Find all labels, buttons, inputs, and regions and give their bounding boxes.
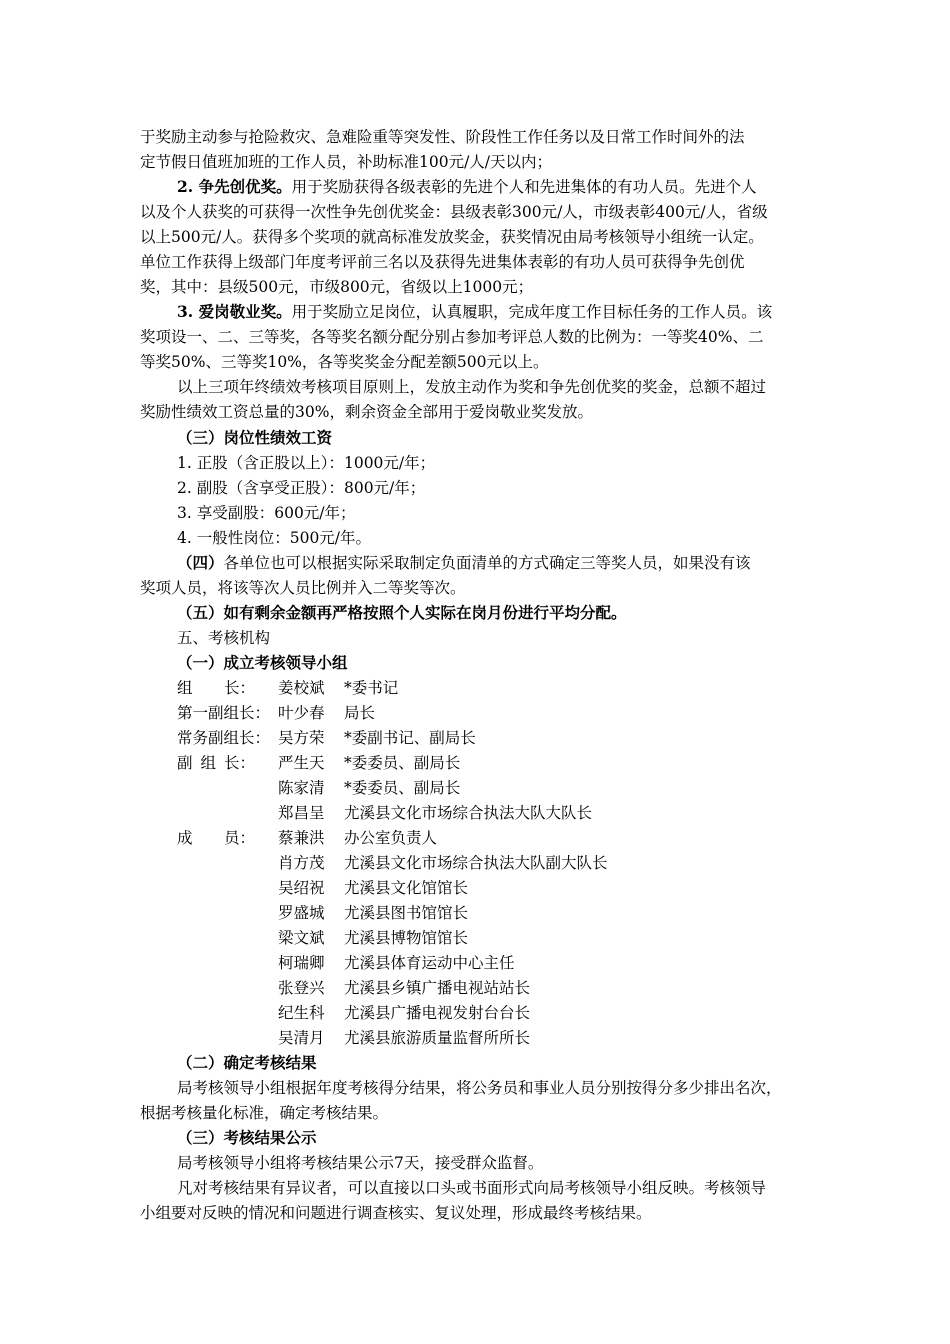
committee-row [177,753,697,773]
member-name: 吴绍祝 [278,879,325,897]
committee-row [177,678,697,698]
paragraph-line [177,177,757,197]
role-char: 长： [223,754,255,772]
paragraph-line: 以及个人获奖的可获得一次性争先创优奖金：县级表彰300元/人，市级表彰400元/人，省级 [140,203,768,221]
section-heading: （四） [177,553,224,572]
member-name: 肖方茂 [278,854,325,872]
member-name: 姜校斌 [278,679,325,697]
role-char: 组 [177,679,193,697]
committee-row [177,903,697,923]
member-name: 张登兴 [278,979,325,997]
member-title: *委委员、副局长 [344,779,461,797]
paragraph-line: 凡对考核结果有异议者，可以直接以口头或书面形式向局考核领导小组反映。考核领导 [177,1179,767,1197]
committee-row [177,1003,697,1023]
member-title: *委副书记、副局长 [344,729,476,747]
chapter-heading: 五、考核机构 [177,629,271,647]
paragraph-line: 奖励性绩效工资总量的30%，剩余资金全部用于爱岗敬业奖发放。 [140,403,593,421]
member-name: 梁文斌 [278,929,325,947]
paragraph-line: 奖项人员，将该等次人员比例并入二等奖等次。 [140,579,466,597]
member-name: 郑昌呈 [278,804,325,822]
member-name: 罗盛城 [278,904,325,922]
committee-role: 第一副组长： [177,704,271,722]
committee-row [177,853,697,873]
section-heading: （一）成立考核领导小组 [177,653,348,672]
committee-row [177,978,697,998]
member-name: 叶少春 [278,704,325,722]
member-title: 尤溪县文化市场综合执法大队大队长 [344,804,593,822]
role-char: 组 [200,754,216,772]
paragraph-line [177,553,751,573]
role-char: 员： [223,829,255,847]
role-char: 长： [223,679,255,697]
member-title: 尤溪县体育运动中心主任 [344,954,515,972]
member-name: 蔡兼洪 [278,829,325,847]
committee-row [177,928,697,948]
role-char: 成 [177,829,193,847]
committee-row [177,803,697,823]
item-text: 用于奖励获得各级表彰的先进个人和先进集体的有功人员。先进个人 [291,178,757,196]
committee-row [177,703,697,723]
paragraph-line: 于奖励主动参与抢险救灾、急难险重等突发性、阶段性工作任务以及日常工作时间外的法 [140,128,745,146]
list-item: 2. 副股（含享受正股）：800元/年； [177,479,426,497]
paragraph-line [177,302,772,322]
paragraph-line: 局考核领导小组根据年度考核得分结果，将公务员和事业人员分别按得分多少排出名次， [177,1079,782,1097]
list-item: 3. 享受副股：600元/年； [177,504,356,522]
committee-row [177,953,697,973]
member-title: *委委员、副局长 [344,754,461,772]
list-item: 1. 正股（含正股以上）：1000元/年； [177,454,436,472]
member-title: 尤溪县图书馆馆长 [344,904,469,922]
committee-row [177,878,697,898]
member-title: 局长 [344,704,376,722]
member-title: 尤溪县文化市场综合执法大队副大队长 [344,854,608,872]
paragraph-line: 小组要对反映的情况和问题进行调查核实、复议处理，形成最终考核结果。 [140,1204,652,1222]
committee-role [177,753,255,773]
member-title: 尤溪县文化馆馆长 [344,879,469,897]
paragraph-line: 奖项设一、二、三等奖，各等奖名额分配分别占参加考评总人数的比例为：一等奖40%、二 [140,328,764,346]
member-name: 纪生科 [278,1004,325,1022]
committee-row [177,828,697,848]
paragraph-line: 定节假日值班加班的工作人员，补助标准100元/人/天以内； [140,153,553,171]
role-char: 副 [177,754,193,772]
member-title: *委书记 [344,679,399,697]
paragraph-line: 等奖50%、三等奖10%，各等奖奖金分配差额500元以上。 [140,353,549,371]
member-title: 办公室负责人 [344,829,438,847]
paragraph-line: 奖，其中：县级500元，市级800元，省级以上1000元； [140,278,534,296]
item-text: 用于奖励立足岗位，认真履职，完成年度工作目标任务的工作人员。该 [291,303,773,321]
member-name: 严生天 [278,754,325,772]
committee-role [177,678,255,698]
member-title: 尤溪县博物馆馆长 [344,929,469,947]
committee-row [177,728,697,748]
paragraph-line: 单位工作获得上级部门年度考评前三名以及获得先进集体表彰的有功人员可获得争先创优 [140,253,745,271]
paragraph-line: 局考核领导小组将考核结果公示7天，接受群众监督。 [177,1154,544,1172]
item-text: 各单位也可以根据实际采取制定负面清单的方式确定三等奖人员，如果没有该 [223,554,751,572]
member-name: 吴方荣 [278,729,325,747]
paragraph-line: 以上三项年终绩效考核项目原则上，发放主动作为奖和争先创优奖的奖金，总额不超过 [177,378,767,396]
member-title: 尤溪县乡镇广播电视站站长 [344,979,531,997]
member-name: 柯瑞卿 [278,954,325,972]
item-heading: 2. 争先创优奖。 [177,177,292,196]
paragraph-line: 以上500元/人。获得多个奖项的就高标准发放奖金，获奖情况由局考核领导小组统一认定。 [140,228,764,246]
committee-role [177,828,255,848]
section-heading: （五）如有剩余金额再严格按照个人实际在岗月份进行平均分配。 [177,603,627,622]
member-title: 尤溪县广播电视发射台台长 [344,1004,531,1022]
member-name: 吴清月 [278,1029,325,1047]
section-heading: （二）确定考核结果 [177,1053,317,1072]
paragraph-line: 根据考核量化标准，确定考核结果。 [140,1104,389,1122]
member-title: 尤溪县旅游质量监督所所长 [344,1029,531,1047]
committee-row [177,1028,697,1048]
member-name: 陈家清 [278,779,325,797]
item-heading: 3. 爱岗敬业奖。 [177,302,292,321]
committee-row [177,778,697,798]
list-item: 4. 一般性岗位：500元/年。 [177,529,372,547]
section-heading: （三）考核结果公示 [177,1128,317,1147]
section-heading: （三）岗位性绩效工资 [177,428,333,447]
committee-role: 常务副组长： [177,729,271,747]
